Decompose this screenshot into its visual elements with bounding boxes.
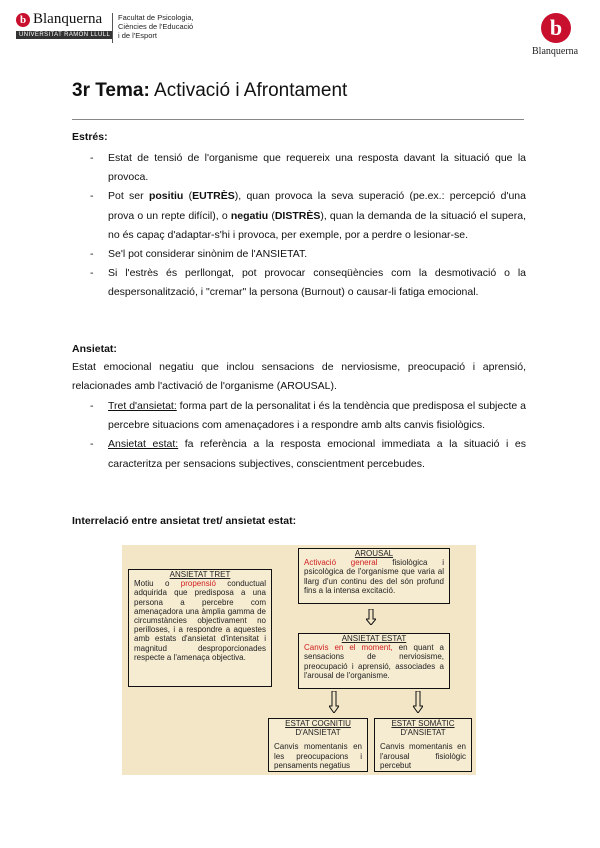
brand-name: Blanquerna — [33, 11, 103, 27]
university-bar: UNIVERSITAT RAMON LLULL — [16, 31, 113, 39]
ansietat-heading: Ansietat: — [72, 343, 117, 355]
down-arrow-icon — [329, 691, 339, 713]
list-item: - Pot ser positiu (EUTRÈS), quan provoca la seva superació (pe.ex.: percepció d'una prova o un repte difícil), o negatiu (DISTRÈS), quan la demanda de la situació el supera, no és capaç d'adaptar-s'hi i provoca, per exemple, por a perdre o lesionar-se. — [90, 190, 526, 241]
right-brand-name: Blanquerna — [532, 46, 579, 57]
title-divider — [72, 119, 524, 120]
estres-heading: Estrés: — [72, 131, 108, 143]
list-item: - Si l'estrès és perllongat, pot provocar conseqüències com la desmotivació o la despersonalització, i "cremar" la persona (Burnout) o causar-li fatiga emocional. — [90, 267, 526, 299]
ansietat-estat-box: ANSIETAT ESTAT Canvis en el moment, en quant a sensacions de nerviosisme, preocupació i aprensió, associades a l'arousal de l'organisme. — [298, 633, 450, 689]
ansietat-tret-box: ANSIETAT TRET Motiu o propensió conductual adquirida que predisposa a una persona a percebre com amenaçadora una àmplia gamma de circumstàncies objectivament no perilloses, i a respondre a aquestes amb estats d'ansietat d'intensitat i magnitud desproporcionades respecte a l'amenaça objectiva. — [128, 569, 272, 687]
down-arrow-icon — [366, 609, 376, 625]
list-item: - Tret d'ansietat: forma part de la personalitat i és la tendència que predisposa el subjecte a percebre situacions com amenaçadores i a respondre amb alts canvis fisiològics. — [90, 400, 526, 432]
ansietat-list — [90, 397, 526, 474]
arousal-box: AROUSAL Activació general fisiològica i psicològica de l'organisme que varia al llarg d'un continu des del són profund fins a la intensa excitació. — [298, 548, 450, 604]
blanquerna-emblem-icon: b — [541, 13, 571, 43]
estat-somatic-box: ESTAT SOMÀTIC D'ANSIETAT Canvis momentanis en l'arousal fisiològic percebut — [374, 718, 472, 772]
list-item: - Estat de tensió de l'organisme que requereix una resposta davant la situació que la provoca. — [90, 152, 526, 184]
header — [16, 10, 586, 60]
estat-cognitiu-box: ESTAT COGNITIU D'ANSIETAT Canvis momentanis en les preocupacions i pensaments negatius — [268, 718, 368, 772]
faculty-name: Facultat de Psicologia, Ciències de l'Educació i de l'Esport — [112, 13, 193, 43]
anxiety-diagram — [122, 545, 476, 775]
blanquerna-logo-icon: b — [16, 13, 30, 27]
interrelacio-heading: Interrelació entre ansietat tret/ ansietat estat: — [72, 515, 297, 527]
estres-list — [90, 149, 526, 303]
page-title: 3r Tema: Activació i Afrontament — [72, 80, 348, 101]
list-item: - Se'l pot considerar sinònim de l'ANSIETAT. — [90, 248, 308, 261]
ansietat-intro: Estat emocional negatiu que inclou sensacions de nerviosisme, preocupació i aprensió, relacionades amb l'activació de l'organisme (AROUSAL). — [72, 361, 526, 393]
list-item: - Ansietat estat: fa referència a la resposta emocional immediata a la situació i es caracteritza per sensacions subjectives, conscientment percebudes. — [90, 438, 526, 470]
down-arrow-icon — [413, 691, 423, 713]
